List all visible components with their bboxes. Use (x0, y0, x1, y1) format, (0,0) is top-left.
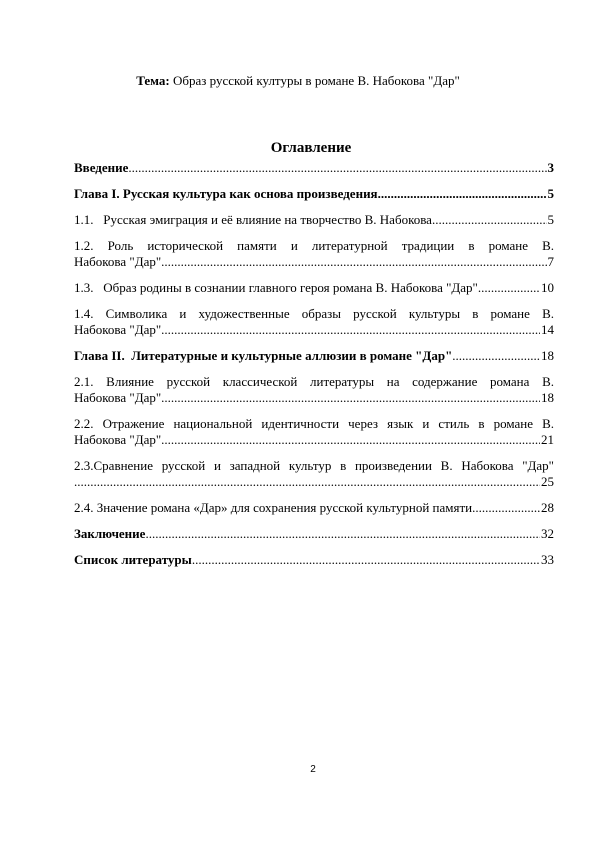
toc-entry-chapter-2 (74, 348, 554, 364)
toc-leader-dots (128, 160, 546, 176)
toc-entry-text: 1.1. Русская эмиграция и её влияние на творчество В. Набокова. (74, 212, 436, 227)
toc-entry-page: 5 (547, 212, 554, 227)
toc-entry-text: Набокова "Дар" (74, 390, 162, 405)
table-of-contents (74, 160, 554, 578)
toc-leader-dots (378, 186, 547, 202)
toc-entry-text: Введение (74, 160, 129, 175)
toc-entry-text: Набокова "Дар" (74, 322, 162, 337)
toc-leader-dots (478, 280, 540, 296)
topic-label: Тема: (136, 73, 170, 88)
toc-entry-2-3 (74, 458, 554, 490)
toc-entry-page: 3 (547, 160, 554, 175)
toc-leader-dots (145, 526, 540, 542)
toc-entry-page: 32 (541, 526, 554, 541)
toc-entry-introduction (74, 160, 554, 176)
toc-leader-dots (161, 390, 540, 406)
toc-title: Оглавление (270, 140, 352, 156)
toc-entry-page: 21 (541, 432, 554, 447)
toc-entry-text: Глава II. Литературные и культурные аллюзии в романе "Дар" (74, 348, 453, 363)
toc-entry-2-4 (74, 500, 554, 516)
toc-entry-first-line: 1.2. Роль исторической памяти и литературной традиции в романе В. (74, 238, 554, 253)
toc-leader-dots (452, 348, 540, 364)
toc-entry-1-4 (74, 306, 554, 338)
toc-leader-dots (192, 552, 540, 568)
toc-entry-text: Заключение (74, 526, 146, 541)
document-topic (0, 73, 596, 89)
toc-entry-page: 28 (541, 500, 554, 515)
toc-entry-text: 1.3. Образ родины в сознании главного героя романа В. Набокова "Дар" (74, 280, 478, 295)
toc-entry-2-1 (74, 374, 554, 406)
toc-entry-page: 10 (541, 280, 554, 295)
toc-entry-text: 2.4. Значение романа «Дар» для сохранения русской культурной памяти (74, 500, 473, 515)
topic-text: Образ русской културы в романе В. Набокова "Дар" (169, 73, 460, 88)
toc-entry-text: Набокова "Дар" (74, 432, 162, 447)
toc-entry-page: 18 (541, 390, 554, 405)
toc-entry-1-1 (74, 212, 554, 228)
toc-entry-page: 14 (541, 322, 554, 337)
toc-entry-page: 18 (541, 348, 554, 363)
toc-entry-bibliography (74, 552, 554, 568)
toc-entry-1-3 (74, 280, 554, 296)
toc-leader-dots (161, 254, 546, 270)
toc-entry-page: 25 (541, 474, 554, 489)
toc-leader-dots (161, 432, 540, 448)
toc-leader-dots (435, 212, 546, 228)
toc-entry-first-line: 2.1. Влияние русской классической литературы на содержание романа В. (74, 374, 554, 389)
toc-entry-1-2 (74, 238, 554, 270)
toc-entry-page: 5 (547, 186, 554, 201)
toc-entry-first-line: 1.4. Символика и художественные образы русской культуры в романе В. (74, 306, 554, 321)
page-number: 2 (310, 764, 316, 775)
toc-leader-dots (74, 474, 540, 490)
toc-entry-text: Набокова "Дар" (74, 254, 162, 269)
toc-entry-text: Глава I. Русская культура как основа произведения (74, 186, 378, 201)
toc-leader-dots (161, 322, 540, 338)
toc-entry-first-line: 2.2. Отражение национальной идентичности через язык и стиль в романе В. (74, 416, 554, 431)
toc-entry-page: 33 (541, 552, 554, 567)
toc-entry-first-line: 2.3.Сравнение русской и западной культур в произведении В. Набокова "Дар" (74, 458, 554, 473)
toc-leader-dots (472, 500, 540, 516)
toc-entry-page: 7 (547, 254, 554, 269)
toc-entry-text: Список литературы (74, 552, 192, 567)
toc-entry-2-2 (74, 416, 554, 448)
toc-entry-conclusion (74, 526, 554, 542)
toc-entry-chapter-1 (74, 186, 554, 202)
